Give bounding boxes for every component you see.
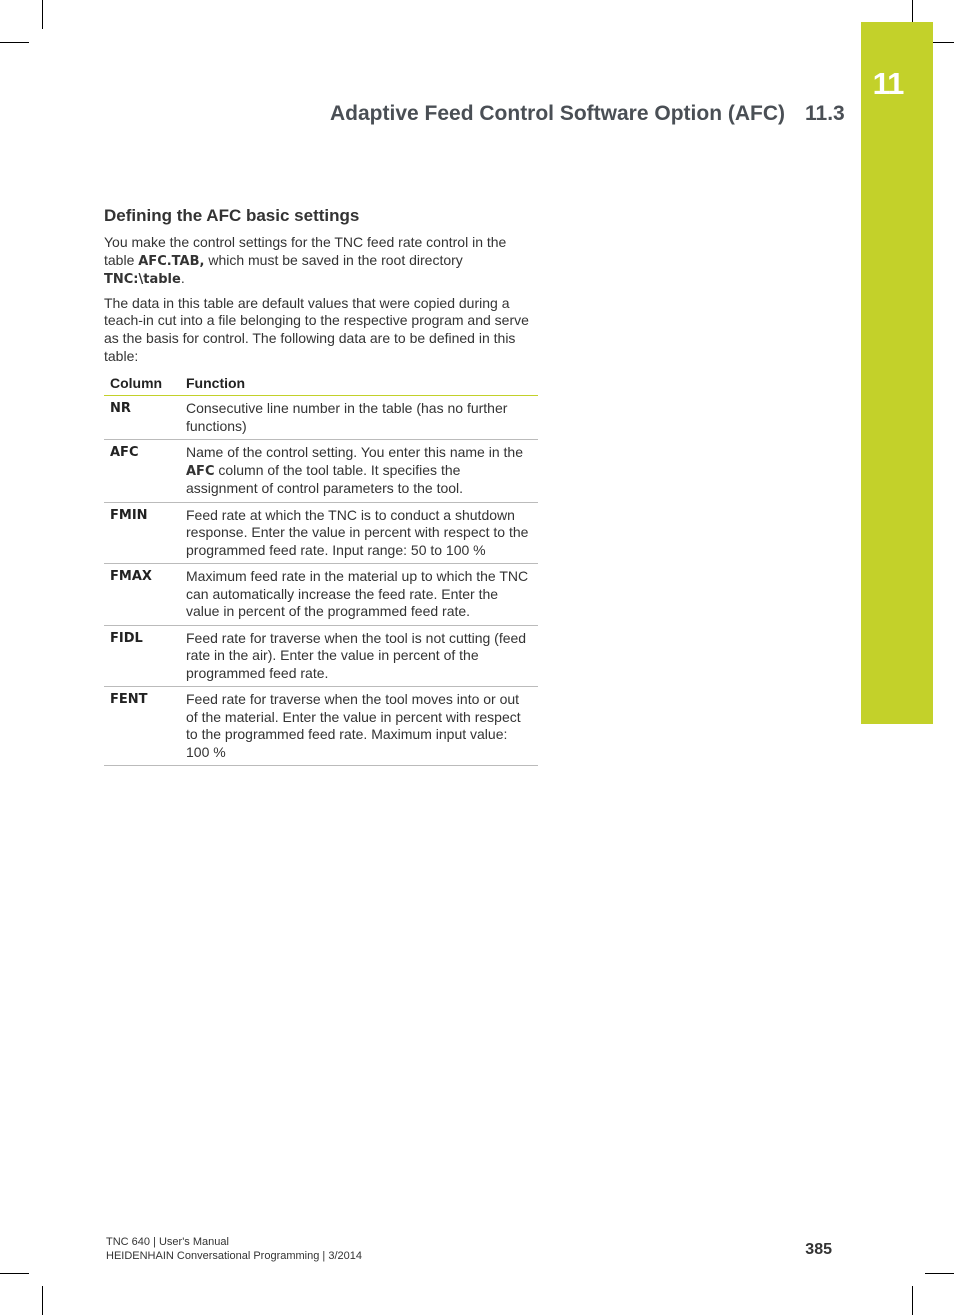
function-description: Maximum feed rate in the material up to which the TNC can automatically increase the feed rate. Enter the value in percent of the programmed feed rate. (180, 564, 538, 626)
crop-mark (925, 1273, 954, 1274)
running-head (330, 102, 845, 126)
function-description (180, 440, 538, 503)
function-description: Consecutive line number in the table (has no further functions) (180, 396, 538, 440)
column-name: FMIN (104, 502, 180, 564)
crop-mark (42, 0, 43, 29)
table-row (104, 440, 538, 503)
crop-mark (42, 1286, 43, 1315)
running-head-title: Adaptive Feed Control Software Option (AFC) (330, 102, 785, 125)
column-name: NR (104, 396, 180, 440)
chapter-tab (861, 22, 933, 724)
crop-mark (912, 1286, 913, 1315)
section-heading: Defining the AFC basic settings (104, 206, 360, 225)
running-head-section: 11.3 (805, 102, 845, 125)
column-name: FMAX (104, 564, 180, 626)
table-header-row (104, 373, 538, 396)
column-name: FIDL (104, 625, 180, 687)
main-content (104, 206, 538, 766)
table-row (104, 625, 538, 687)
footer-manual-title: TNC 640 | User's Manual (106, 1236, 229, 1248)
column-header: Column (104, 373, 180, 396)
table-row (104, 687, 538, 766)
function-description: Feed rate for traverse when the tool moves into or out of the material. Enter the value in percent with respect to the programmed feed rate. Maximum input value: 100 % (180, 687, 538, 766)
crop-mark (0, 42, 29, 43)
directory-name: TNC:\table (104, 272, 181, 288)
intro-paragraph (104, 234, 538, 289)
intro-text: . (180, 270, 185, 287)
description-text: Name of the control setting. You enter this name in the (186, 444, 523, 461)
function-description: Feed rate at which the TNC is to conduct a shutdown response. Enter the value in percent with respect to the programmed feed rate. Input range: 50 to 100 % (180, 502, 538, 564)
description-keyword: AFC (186, 463, 215, 479)
file-name: AFC.TAB, (138, 253, 205, 269)
description-text: column of the tool table. It specifies the assignment of control parameters to the tool. (186, 461, 464, 497)
chapter-number: 11 (872, 66, 904, 101)
column-name: FENT (104, 687, 180, 766)
description-paragraph: The data in this table are default values that were copied during a teach-in cut into a file belonging to the respective program and serve as the basis for control. The following data are to be defined in this table: (104, 294, 529, 364)
footer-publication: HEIDENHAIN Conversational Programming | 3/2014 (106, 1250, 362, 1262)
table-row (104, 396, 538, 440)
settings-table (104, 373, 538, 766)
crop-mark (0, 1273, 29, 1274)
function-header: Function (180, 373, 538, 396)
intro-text: You make the control settings for the TNC feed rate control in the table (104, 234, 507, 268)
table-row (104, 564, 538, 626)
function-description: Feed rate for traverse when the tool is not cutting (feed rate in the air). Enter the value in percent of the programmed feed rate. (180, 625, 538, 687)
column-name: AFC (104, 440, 180, 503)
footer (106, 1235, 362, 1263)
intro-text: which must be saved in the root directory (204, 251, 463, 268)
page-number: 385 (805, 1241, 832, 1258)
table-row (104, 502, 538, 564)
